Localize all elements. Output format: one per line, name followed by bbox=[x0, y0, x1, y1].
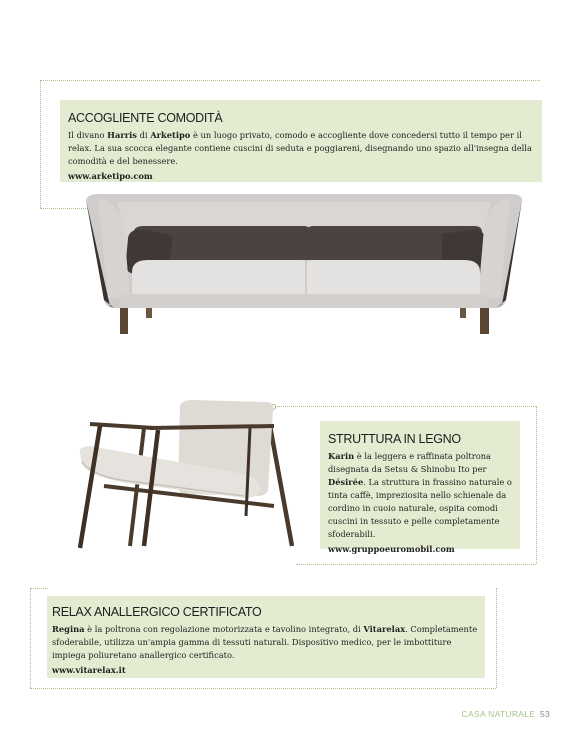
section-title: ACCOGLIENTE COMODITÀ bbox=[68, 111, 223, 125]
guide-line bbox=[496, 588, 497, 688]
section-text: Regina è la poltrona con regolazione motorizzata e tavolino integrato, di Vitarelax. Completamente sfoderabile, utilizza un'ampia gamma di tessuti naturali. Dispositivo medico, per le imbottiture impiega poliuretano anallergico certificato. bbox=[52, 624, 478, 660]
sofa-description-box bbox=[60, 100, 542, 182]
guide-line bbox=[40, 80, 41, 208]
product-name: Regina bbox=[52, 624, 85, 634]
brand-name: Arketipo bbox=[150, 130, 191, 140]
armchair-description-box bbox=[320, 421, 520, 554]
section-title: RELAX ANALLERGICO CERTIFICATO bbox=[52, 605, 262, 619]
section-text: Karin è la leggera e raffinata poltrona disegnata da Setsu & Shinobu Ito per Désirée. La struttura in frassino naturale o tinta caffè, impreziosita nello schienale da cordino in cuoio naturale, ospita comodi cuscini in tessuto e pelle completamente sfoderabili. bbox=[328, 451, 512, 539]
website-link[interactable]: www.arketipo.com bbox=[68, 171, 153, 181]
guide-line bbox=[30, 588, 48, 589]
magazine-name: CASA NATURALE bbox=[461, 709, 536, 719]
guide-line bbox=[536, 406, 537, 564]
guide-line bbox=[30, 688, 496, 689]
guide-line bbox=[272, 406, 536, 407]
brand-name: Vitarelax bbox=[363, 624, 406, 634]
website-link[interactable]: www.gruppoeuromobil.com bbox=[328, 544, 455, 554]
armchair-image bbox=[74, 398, 300, 550]
product-name: Karin bbox=[328, 451, 355, 461]
product-name: Harris bbox=[107, 130, 137, 140]
website-link[interactable]: www.vitarelax.it bbox=[52, 665, 126, 675]
page-footer bbox=[462, 709, 550, 719]
section-text: Il divano Harris di Arketipo è un luogo privato, comodo e accogliente dove concedersi tutto il tempo per il relax. La sua scocca elegante contiene cuscini di seduta e poggiareni, disegnando uno spazio all'insegna della comodità e del benessere. bbox=[68, 130, 532, 166]
guide-line bbox=[296, 564, 536, 565]
sofa-image bbox=[78, 188, 530, 342]
page-number: 53 bbox=[539, 709, 550, 719]
recliner-description-box bbox=[47, 596, 485, 678]
guide-line bbox=[40, 80, 540, 81]
brand-name: Désirée bbox=[328, 477, 364, 487]
guide-line bbox=[30, 588, 31, 688]
section-title: STRUTTURA IN LEGNO bbox=[328, 432, 461, 446]
